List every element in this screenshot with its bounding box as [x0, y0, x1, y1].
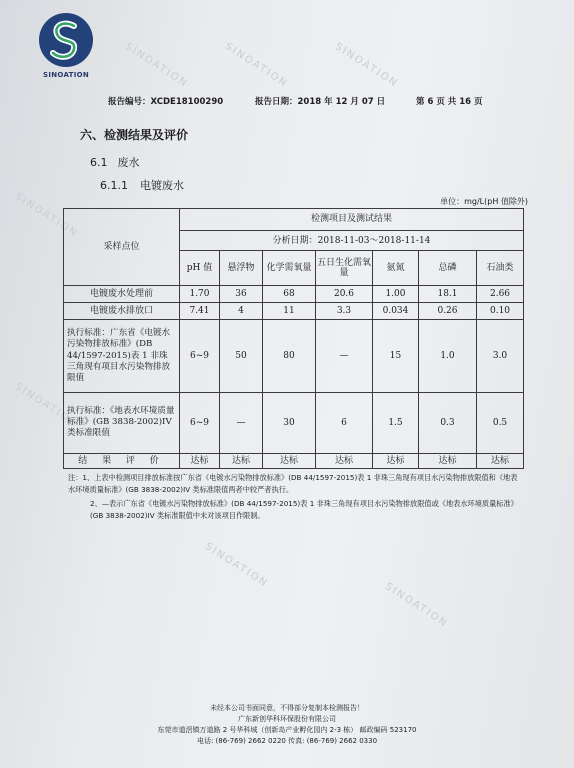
table-cell: 达标 — [316, 453, 373, 468]
footer-disclaimer: 未经本公司书面同意，不得部分复制本检测报告！ — [210, 704, 364, 712]
footer-contact: 电话: (86-769) 2662 0220 传真: (86-769) 2662 0330 — [196, 737, 378, 745]
table-cell: 0.10 — [477, 303, 524, 320]
section-title: 六、检测结果及评价 — [80, 128, 189, 142]
table-cell: 11 — [263, 303, 316, 320]
table-cell: 达标 — [220, 453, 263, 468]
subsubsection-title: 电镀废水 — [140, 179, 184, 192]
sample-header: 采样点位 — [64, 209, 180, 286]
subsection-number: 6.1 — [90, 156, 108, 169]
table-cell: 80 — [263, 320, 316, 393]
table-cell: 1.70 — [180, 285, 220, 302]
watermark: SINOATION — [382, 581, 451, 630]
column-header: 悬浮物 — [220, 251, 263, 285]
table-cell: 1.0 — [419, 320, 477, 393]
subsection-heading — [90, 154, 140, 170]
brand-name: SINOATION — [42, 71, 90, 79]
table-cell: 2.66 — [477, 285, 524, 302]
table-cell: 15 — [373, 320, 419, 393]
table-cell: 达标 — [419, 453, 477, 468]
subsection-title: 废水 — [117, 156, 140, 169]
column-header: 氨氮 — [373, 251, 419, 285]
watermark: SINOATION — [12, 191, 81, 240]
footer-address: 东莞市道滘镇万道路 2 号华科城（创新岛产业孵化园内 2-3 栋） 邮政编码 523170 — [157, 726, 417, 734]
watermark: SINOATION — [122, 41, 191, 90]
watermark: SINOATION — [332, 41, 401, 90]
table-cell: 达标 — [373, 453, 419, 468]
table-cell: 6~9 — [180, 393, 220, 454]
row-label: 电镀废水处理前 — [64, 285, 180, 302]
table-cell: 0.5 — [477, 393, 524, 454]
watermark: SINOATION — [222, 41, 291, 90]
note-item: 2、—表示广东省《电镀水污染物排放标准》(DB 44/1597-2015)表 1 非珠三角现有项目水污染物排放限值或《地表水环境质量标准》(GB 3838-2002)IV 类标准限值中未对该项目作限制。 — [90, 498, 518, 520]
unit-note: 单位：mg/L(pH 值除外) — [440, 197, 528, 206]
result-label: 结 果 评 价 — [64, 453, 180, 468]
table-cell: 30 — [263, 393, 316, 454]
table-cell: 36 — [220, 285, 263, 302]
table-cell: 20.6 — [316, 285, 373, 302]
table-cell: 达标 — [477, 453, 524, 468]
watermark: SINOATION — [202, 541, 271, 590]
table-cell: 3.0 — [477, 320, 524, 393]
subsubsection-heading — [100, 177, 184, 193]
results-table — [63, 208, 524, 469]
table-cell: 3.3 — [316, 303, 373, 320]
table-cell: 6 — [316, 393, 373, 454]
report-number: 报告编号：XCDE18100290 — [108, 97, 224, 107]
footer-company: 广东新创华科环保股份有限公司 — [238, 715, 336, 723]
table-cell: 0.26 — [419, 303, 477, 320]
table-cell: 0.034 — [373, 303, 419, 320]
column-header: 五日生化需氧量 — [316, 251, 373, 285]
items-header: 检测项目及测试结果 — [180, 209, 524, 231]
table-cell: 0.3 — [419, 393, 477, 454]
table-row — [64, 285, 524, 302]
standard-row — [64, 320, 524, 393]
table-cell: 7.41 — [180, 303, 220, 320]
report-date: 报告日期：2018 年 12 月 07 日 — [255, 97, 386, 107]
row-label: 电镀废水排放口 — [64, 303, 180, 320]
page-number: 第 6 页 共 16 页 — [416, 97, 483, 107]
result-row — [64, 453, 524, 468]
subsubsection-number: 6.1.1 — [100, 179, 128, 192]
column-header: 石油类 — [477, 251, 524, 285]
table-row — [64, 303, 524, 320]
note-item: 注：1、上表中检测项目排放标准按广东省《电镀水污染物排放标准》(DB 44/1597-2015)表 1 非珠三角现有项目水污染物排放限值和《地表水环境质量标准》(GB 3838-2002)IV 类标准限值两者中较严者执行。 — [68, 473, 518, 494]
table-cell: — — [316, 320, 373, 393]
table-cell: 4 — [220, 303, 263, 320]
table-cell: 1.00 — [373, 285, 419, 302]
company-logo — [38, 12, 94, 68]
column-header: 化学需氧量 — [263, 251, 316, 285]
table-cell: 18.1 — [419, 285, 477, 302]
table-cell: 68 — [263, 285, 316, 302]
table-cell: 达标 — [263, 453, 316, 468]
standard-label: 执行标准：广东省《电镀水污染物排放标准》(DB 44/1597-2015)表 1 非珠三角现有项目水污染物排放限值 — [64, 320, 180, 393]
standard-row — [64, 393, 524, 454]
table-cell: 6~9 — [180, 320, 220, 393]
watermark: SINOATION — [12, 381, 81, 430]
table-cell: 1.5 — [373, 393, 419, 454]
table-cell: — — [220, 393, 263, 454]
column-header: 总磷 — [419, 251, 477, 285]
table-cell: 达标 — [180, 453, 220, 468]
table-cell: 50 — [220, 320, 263, 393]
notes — [68, 472, 523, 524]
standard-label: 执行标准：《地表水环境质量标准》(GB 3838-2002)IV 类标准限值 — [64, 393, 180, 454]
analysis-date: 分析日期：2018-11-03～2018-11-14 — [180, 231, 524, 251]
column-header: pH 值 — [180, 251, 220, 285]
